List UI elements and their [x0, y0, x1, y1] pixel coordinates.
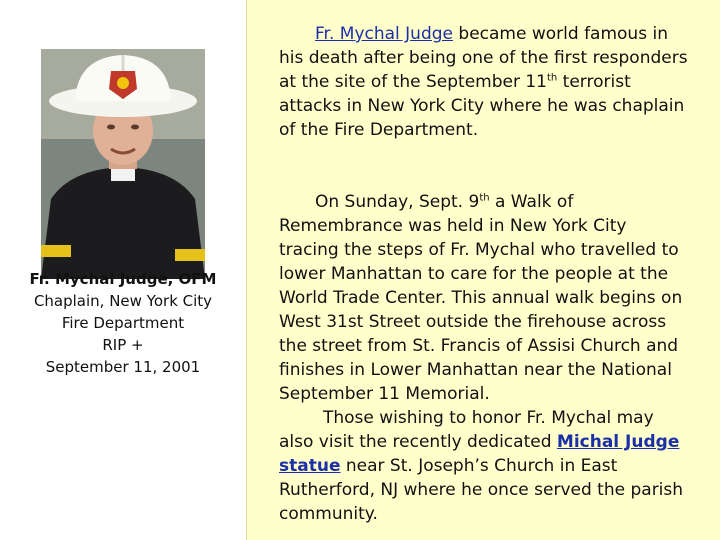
- caption-role: Chaplain, New York City: [33, 292, 213, 310]
- caption-rip: RIP +: [102, 336, 144, 354]
- paragraph-3-text-a: Those wishing to honor Fr. Mychal may also visit the recently dedicated: [279, 408, 654, 452]
- paragraph-1-text-a: became world famous in his death after being one of the first responders at the site of the September 11: [279, 24, 688, 92]
- paragraph-3-text-b: near St. Joseph’s Church in East Rutherford, NJ where he once served the parish community.: [279, 456, 684, 524]
- photo-caption: [6, 268, 240, 378]
- paragraph-2: [279, 190, 689, 406]
- right-panel: [246, 0, 720, 540]
- paragraph-3: [279, 406, 689, 526]
- mychal-judge-link[interactable]: Fr. Mychal Judge: [315, 24, 454, 44]
- paragraph-2-text-b: a Walk of Remembrance was held in New York City tracing the steps of Fr. Mychal who travelled to lower Manhattan to care for the people at the World Trade Center. This annual walk begins on West 31st Street outside the firehouse across the street from St. Francis of Assisi Church and finishes in Lower Manhattan near the National September 11 Memorial.: [279, 192, 683, 404]
- paragraph-2-text-a: On Sunday, Sept. 9: [315, 192, 480, 212]
- left-panel: [0, 0, 246, 540]
- caption-department: Fire Department: [61, 314, 185, 332]
- portrait-photo: [41, 49, 205, 279]
- portrait-illustration: [41, 49, 205, 279]
- paragraph-2-sup: th: [479, 192, 490, 204]
- paragraph-1: [279, 22, 689, 142]
- paragraph-1-sup: th: [547, 72, 558, 84]
- caption-name: Fr. Mychal Judge, OFM: [29, 270, 217, 288]
- paragraph-1-text-b: terrorist attacks in New York City where he was chaplain of the Fire Department.: [279, 72, 685, 140]
- statue-link[interactable]: Michal Judge statue: [279, 432, 680, 476]
- caption-date: September 11, 2001: [45, 358, 201, 376]
